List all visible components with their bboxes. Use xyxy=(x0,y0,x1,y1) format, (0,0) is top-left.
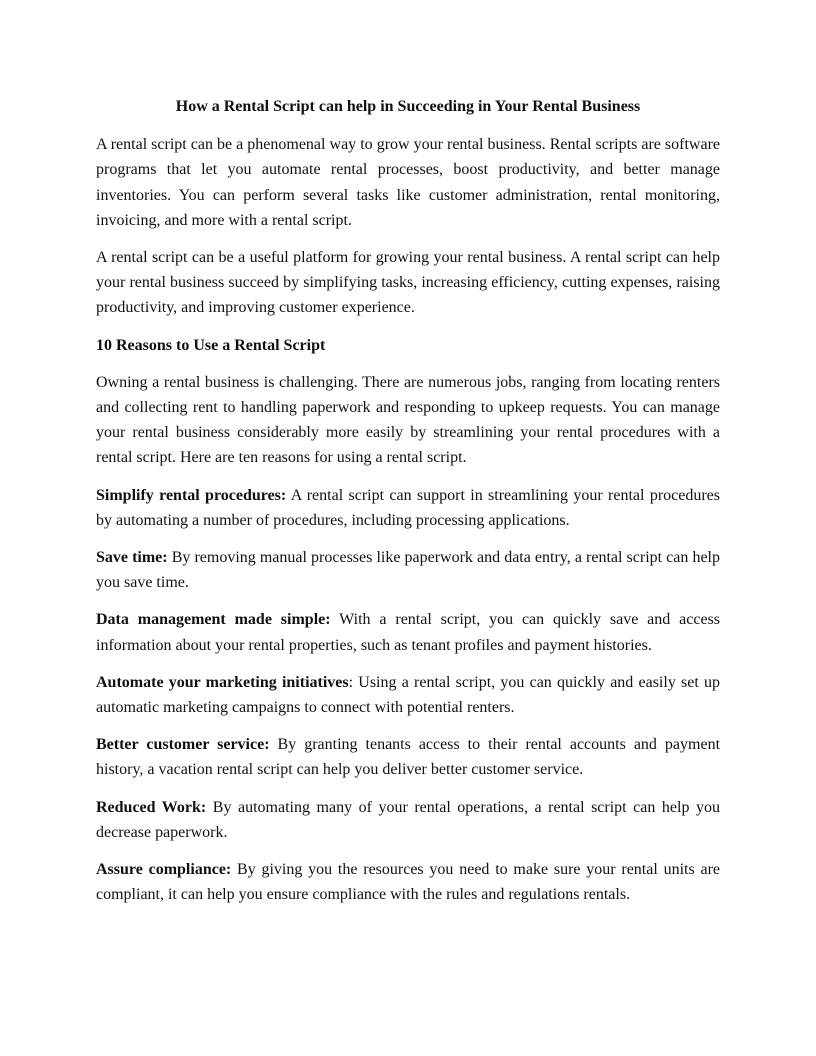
reason-label: Assure compliance: xyxy=(96,861,232,879)
reason-text: With a rental script, you can quickly save and access information about your rental properties, such as tenant profiles and payment histories. xyxy=(96,611,721,654)
reason-text: By automating many of your rental operations, a rental script can help you decrease paperwork. xyxy=(96,798,720,841)
reason-save-time xyxy=(96,545,720,595)
section-heading: 10 Reasons to Use a Rental Script xyxy=(96,336,326,354)
reason-label: Automate your marketing initiatives xyxy=(96,673,349,691)
reason-text: By giving you the resources you need to make sure your rental units are compliant, it can help you ensure compliance with the rules and regulations rentals. xyxy=(96,861,721,904)
reason-data-management xyxy=(96,607,720,657)
reason-assure-compliance xyxy=(96,857,720,907)
reason-text: By granting tenants access to their rental accounts and payment history, a vacation rental script can help you deliver better customer service. xyxy=(96,736,721,779)
reason-text: A rental script can support in streamlining your rental procedures by automating a number of procedures, including processing applications. xyxy=(96,486,721,529)
reason-automate-marketing xyxy=(96,670,720,720)
reason-text: : Using a rental script, you can quickly and easily set up automatic marketing campaigns to connect with potential renters. xyxy=(96,673,720,717)
reason-text: By removing manual processes like paperwork and data entry, a rental script can help you save time. xyxy=(96,549,721,592)
document-page xyxy=(96,94,720,919)
reason-label: Better customer service: xyxy=(96,736,270,754)
reason-label: Save time: xyxy=(96,549,168,567)
reason-simplify-procedures xyxy=(96,483,720,533)
intro-paragraph-1: A rental script can be a phenomenal way to grow your rental business. Rental scripts are software programs that let you automate rental processes, boost productivity, and better manage inventories. You can perform several tasks like customer administration, rental monitoring, invoicing, and more with a rental script. xyxy=(96,136,720,229)
section-intro-paragraph: Owning a rental business is challenging. There are numerous jobs, ranging from locating renters and collecting rent to handling paperwork and responding to upkeep requests. You can manage your rental business considerably more easily by streamlining your rental procedures with a rental script. Here are ten reasons for using a rental script. xyxy=(96,373,720,467)
reason-customer-service xyxy=(96,732,720,782)
reason-label: Reduced Work: xyxy=(96,798,207,816)
intro-paragraph-2: A rental script can be a useful platform for growing your rental business. A rental script can help your rental business succeed by simplifying tasks, increasing efficiency, cutting expenses, raising productivity, and improving customer experience. xyxy=(96,249,720,317)
reason-reduced-work xyxy=(96,795,720,845)
reason-label: Data management made simple: xyxy=(96,611,331,629)
reason-label: Simplify rental procedures: xyxy=(96,486,287,504)
document-title: How a Rental Script can help in Succeeding in Your Rental Business xyxy=(175,98,641,115)
